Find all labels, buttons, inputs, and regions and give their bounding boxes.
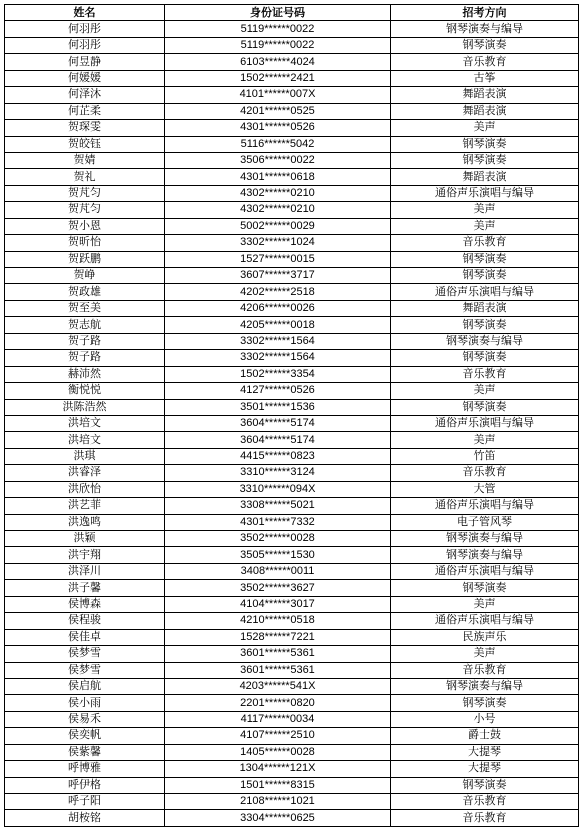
cell-id-number: 3506******0022 [165,152,391,168]
cell-direction: 钢琴演奏 [391,317,579,333]
cell-id-number: 1405******0028 [165,744,391,760]
cell-direction: 钢琴演奏与编导 [391,531,579,547]
table-row [5,498,579,514]
cell-name: 洪琪 [5,448,165,464]
cell-direction: 大管 [391,481,579,497]
table-row [5,366,579,382]
cell-direction: 钢琴演奏 [391,695,579,711]
cell-id-number: 3304******0625 [165,810,391,826]
table-row [5,268,579,284]
cell-id-number: 4301******0618 [165,169,391,185]
table-row [5,136,579,152]
cell-name: 洪陈浩然 [5,399,165,415]
cell-id-number: 1501******8315 [165,777,391,793]
cell-direction: 舞蹈表演 [391,300,579,316]
cell-direction: 钢琴演奏 [391,399,579,415]
table-row [5,777,579,793]
table-row [5,284,579,300]
table-row [5,662,579,678]
cell-id-number: 4415******0823 [165,448,391,464]
table-row [5,514,579,530]
table-row [5,54,579,70]
cell-id-number: 4101******007X [165,87,391,103]
cell-id-number: 3607******3717 [165,268,391,284]
cell-direction: 通俗声乐演唱与编导 [391,563,579,579]
cell-direction: 音乐教育 [391,54,579,70]
cell-direction: 音乐教育 [391,465,579,481]
cell-direction: 钢琴演奏 [391,152,579,168]
cell-direction: 音乐教育 [391,235,579,251]
cell-name: 洪艺菲 [5,498,165,514]
table-row [5,711,579,727]
cell-name: 贺政雄 [5,284,165,300]
cell-name: 贺跃鹏 [5,251,165,267]
cell-id-number: 3302******1024 [165,235,391,251]
cell-id-number: 4104******3017 [165,596,391,612]
cell-name: 呼博雅 [5,761,165,777]
cell-id-number: 1502******2421 [165,70,391,86]
cell-name: 贺芃匀 [5,202,165,218]
cell-id-number: 3308******5021 [165,498,391,514]
cell-name: 贺皎钰 [5,136,165,152]
cell-direction: 钢琴演奏与编导 [391,547,579,563]
table-row [5,399,579,415]
cell-direction: 钢琴演奏与编导 [391,678,579,694]
cell-id-number: 3302******1564 [165,333,391,349]
cell-id-number: 4201******0525 [165,103,391,119]
cell-name: 侯紫馨 [5,744,165,760]
table-row [5,613,579,629]
table-row [5,103,579,119]
table-row [5,169,579,185]
cell-id-number: 4302******0210 [165,202,391,218]
cell-name: 何羽彤 [5,21,165,37]
column-header-direction: 招考方向 [391,5,579,21]
cell-name: 衡悦悦 [5,383,165,399]
table-row [5,185,579,201]
table-row [5,350,579,366]
table-row [5,152,579,168]
cell-name: 洪培文 [5,415,165,431]
cell-name: 贺子路 [5,350,165,366]
cell-name: 赫沛然 [5,366,165,382]
table-row [5,37,579,53]
cell-name: 侯博森 [5,596,165,612]
cell-name: 贺琛雯 [5,120,165,136]
cell-id-number: 1527******0015 [165,251,391,267]
table-row [5,448,579,464]
cell-name: 贺昕怡 [5,235,165,251]
cell-direction: 钢琴演奏 [391,37,579,53]
cell-direction: 舞蹈表演 [391,169,579,185]
column-header-id-number: 身份证号码 [165,5,391,21]
cell-id-number: 5116******5042 [165,136,391,152]
cell-name: 侯程骏 [5,613,165,629]
cell-id-number: 4107******2510 [165,728,391,744]
cell-direction: 古筝 [391,70,579,86]
table-row [5,21,579,37]
cell-name: 侯启航 [5,678,165,694]
cell-name: 侯梦雪 [5,646,165,662]
cell-name: 洪逸鸣 [5,514,165,530]
cell-direction: 钢琴演奏 [391,268,579,284]
cell-direction: 美声 [391,120,579,136]
cell-name: 洪颖 [5,531,165,547]
table-row [5,596,579,612]
table-row [5,251,579,267]
cell-direction: 通俗声乐演唱与编导 [391,498,579,514]
cell-name: 侯佳卓 [5,629,165,645]
cell-name: 洪培文 [5,432,165,448]
table-row [5,202,579,218]
cell-direction: 音乐教育 [391,662,579,678]
table-row [5,563,579,579]
table-row [5,794,579,810]
cell-id-number: 4127******0526 [165,383,391,399]
cell-direction: 钢琴演奏与编导 [391,21,579,37]
cell-id-number: 4205******0018 [165,317,391,333]
cell-id-number: 5119******0022 [165,37,391,53]
cell-name: 贺峥 [5,268,165,284]
cell-direction: 美声 [391,596,579,612]
cell-name: 贺志航 [5,317,165,333]
cell-name: 何芷柔 [5,103,165,119]
table-row [5,728,579,744]
table-row [5,70,579,86]
cell-id-number: 3604******5174 [165,415,391,431]
cell-direction: 钢琴演奏 [391,777,579,793]
table-row [5,531,579,547]
cell-name: 胡桉铭 [5,810,165,826]
cell-direction: 小号 [391,711,579,727]
cell-id-number: 3501******1536 [165,399,391,415]
cell-id-number: 3601******5361 [165,646,391,662]
cell-name: 侯易禾 [5,711,165,727]
table-row [5,300,579,316]
cell-id-number: 4302******0210 [165,185,391,201]
cell-direction: 音乐教育 [391,794,579,810]
cell-name: 洪睿泽 [5,465,165,481]
cell-id-number: 3310******094X [165,481,391,497]
cell-name: 洪泽川 [5,563,165,579]
results-table [4,4,579,827]
cell-name: 何媛媛 [5,70,165,86]
cell-id-number: 5119******0022 [165,21,391,37]
cell-direction: 大提琴 [391,744,579,760]
column-header-name: 姓名 [5,5,165,21]
cell-name: 呼子阳 [5,794,165,810]
cell-name: 贺至美 [5,300,165,316]
cell-direction: 钢琴演奏 [391,580,579,596]
cell-direction: 大提琴 [391,761,579,777]
table-row [5,415,579,431]
header-row [5,5,579,21]
cell-direction: 美声 [391,432,579,448]
table-row [5,761,579,777]
cell-id-number: 4202******2518 [165,284,391,300]
cell-direction: 美声 [391,646,579,662]
cell-direction: 竹笛 [391,448,579,464]
cell-id-number: 1528******7221 [165,629,391,645]
cell-name: 侯梦雪 [5,662,165,678]
cell-id-number: 4301******0526 [165,120,391,136]
cell-name: 贺礼 [5,169,165,185]
cell-name: 贺芃匀 [5,185,165,201]
table-row [5,465,579,481]
cell-direction: 电子管风琴 [391,514,579,530]
cell-name: 侯奕帆 [5,728,165,744]
table-row [5,678,579,694]
cell-id-number: 3302******1564 [165,350,391,366]
table-row [5,333,579,349]
cell-direction: 通俗声乐演唱与编导 [391,613,579,629]
table-row [5,695,579,711]
table-row [5,646,579,662]
cell-id-number: 4203******541X [165,678,391,694]
cell-id-number: 3601******5361 [165,662,391,678]
cell-direction: 通俗声乐演唱与编导 [391,415,579,431]
table-row [5,235,579,251]
cell-name: 何泽沐 [5,87,165,103]
table-row [5,629,579,645]
cell-id-number: 3408******0011 [165,563,391,579]
cell-direction: 钢琴演奏 [391,251,579,267]
cell-name: 洪宇翔 [5,547,165,563]
cell-id-number: 1502******3354 [165,366,391,382]
table-row [5,481,579,497]
cell-id-number: 1304******121X [165,761,391,777]
table-row [5,432,579,448]
cell-direction: 钢琴演奏 [391,136,579,152]
cell-direction: 美声 [391,202,579,218]
cell-name: 贺子路 [5,333,165,349]
table-row [5,810,579,826]
cell-direction: 音乐教育 [391,366,579,382]
table-row [5,317,579,333]
cell-name: 何羽彤 [5,37,165,53]
cell-id-number: 5002******0029 [165,218,391,234]
table-row [5,547,579,563]
cell-id-number: 3505******1530 [165,547,391,563]
cell-id-number: 4210******0518 [165,613,391,629]
table-row [5,87,579,103]
cell-id-number: 6103******4024 [165,54,391,70]
table-row [5,580,579,596]
cell-id-number: 3502******0028 [165,531,391,547]
cell-id-number: 3604******5174 [165,432,391,448]
cell-name: 洪欣怡 [5,481,165,497]
table-row [5,218,579,234]
cell-name: 贺婧 [5,152,165,168]
cell-direction: 音乐教育 [391,810,579,826]
cell-direction: 民族声乐 [391,629,579,645]
cell-id-number: 4117******0034 [165,711,391,727]
cell-id-number: 3502******3627 [165,580,391,596]
cell-direction: 通俗声乐演唱与编导 [391,185,579,201]
cell-direction: 爵士鼓 [391,728,579,744]
cell-direction: 钢琴演奏与编导 [391,333,579,349]
table-row [5,383,579,399]
cell-direction: 美声 [391,383,579,399]
cell-direction: 舞蹈表演 [391,103,579,119]
cell-name: 侯小雨 [5,695,165,711]
cell-name: 呼伊格 [5,777,165,793]
cell-id-number: 4206******0026 [165,300,391,316]
cell-name: 何昱静 [5,54,165,70]
cell-id-number: 4301******7332 [165,514,391,530]
table-row [5,744,579,760]
cell-id-number: 2108******1021 [165,794,391,810]
cell-id-number: 3310******3124 [165,465,391,481]
cell-direction: 钢琴演奏 [391,350,579,366]
cell-name: 洪子馨 [5,580,165,596]
table-row [5,120,579,136]
cell-direction: 通俗声乐演唱与编导 [391,284,579,300]
cell-direction: 美声 [391,218,579,234]
cell-name: 贺小恩 [5,218,165,234]
cell-direction: 舞蹈表演 [391,87,579,103]
cell-id-number: 2201******0820 [165,695,391,711]
